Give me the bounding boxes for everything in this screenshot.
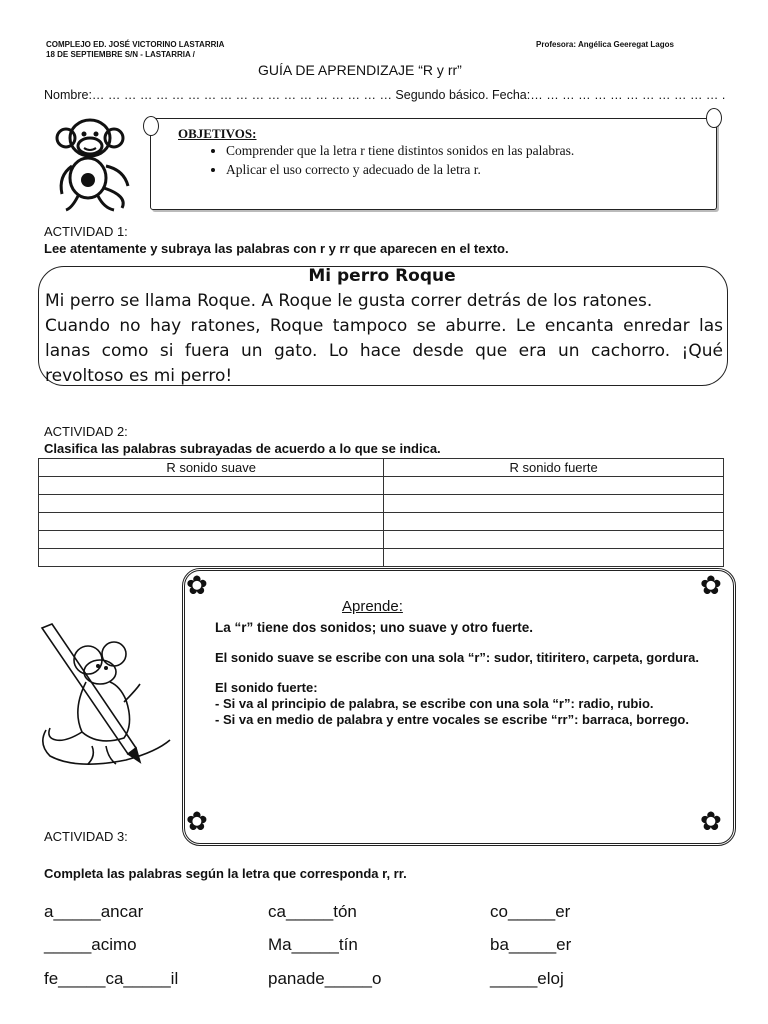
table-row bbox=[39, 549, 724, 567]
flower-corner-icon: ✿ bbox=[700, 806, 722, 836]
answer-cell[interactable] bbox=[384, 477, 724, 495]
story-text bbox=[45, 289, 723, 389]
activity1-label: ACTIVIDAD 1: bbox=[44, 224, 128, 239]
answer-cell[interactable] bbox=[384, 549, 724, 567]
story-title: Mi perro Roque bbox=[308, 266, 456, 286]
answer-cell[interactable] bbox=[384, 513, 724, 531]
flower-corner-icon: ✿ bbox=[186, 570, 208, 600]
fill-word[interactable]: _____eloj bbox=[490, 969, 564, 988]
teacher-name: Profesora: Angélica Geeregat Lagos bbox=[536, 40, 674, 49]
answer-cell[interactable] bbox=[39, 549, 384, 567]
aprende-strong-rule-2: - Si va en medio de palabra y entre vocales se escribe “rr”: barraca, borrego. bbox=[215, 712, 689, 727]
answer-cell[interactable] bbox=[384, 495, 724, 513]
aprende-body bbox=[215, 620, 715, 728]
answer-cell[interactable] bbox=[39, 513, 384, 531]
name-date-line: Nombre:… … … … … … … … … … … … … … … … … … … Segundo básico. Fecha:… … … … … … … … … … … … . bbox=[44, 88, 726, 102]
school-address: 18 DE SEPTIEMBRE S/N - LASTARRIA / bbox=[46, 50, 195, 59]
scroll-curl-top bbox=[143, 116, 159, 136]
scroll-curl-right bbox=[706, 108, 722, 128]
fill-word[interactable]: co_____er bbox=[490, 902, 571, 921]
aprende-strong-rule-1: - Si va al principio de palabra, se escribe con una sola “r”: radio, rubio. bbox=[215, 696, 654, 711]
fill-word[interactable]: a_____ancar bbox=[44, 902, 144, 921]
objective-item: • Comprender que la letra r tiene distintos sonidos en las palabras. bbox=[226, 143, 706, 158]
column-header-strong: R sonido fuerte bbox=[384, 459, 724, 477]
page-title: GUÍA DE APRENDIZAJE “R y rr” bbox=[258, 62, 462, 78]
answer-cell[interactable] bbox=[384, 531, 724, 549]
table-row bbox=[39, 477, 724, 495]
table-header-row bbox=[39, 459, 724, 477]
school-name: COMPLEJO ED. JOSÉ VICTORINO LASTARRIA bbox=[46, 40, 225, 49]
objectives-list bbox=[200, 143, 706, 181]
activity2-label: ACTIVIDAD 2: bbox=[44, 424, 128, 439]
fill-word[interactable]: ba_____er bbox=[490, 935, 572, 954]
table-row bbox=[39, 513, 724, 531]
table-row bbox=[39, 495, 724, 513]
answer-cell[interactable] bbox=[39, 495, 384, 513]
fill-word[interactable]: ca_____tón bbox=[268, 902, 357, 921]
table-row bbox=[39, 531, 724, 549]
aprende-strong-heading: El sonido fuerte: bbox=[215, 680, 318, 695]
aprende-title: Aprende: bbox=[342, 598, 403, 615]
aprende-lead: La “r” tiene dos sonidos; uno suave y otro fuerte. bbox=[215, 620, 534, 635]
activity1-instruction: Lee atentamente y subraya las palabras con r y rr que aparecen en el texto. bbox=[44, 241, 509, 256]
aprende-soft-rule: El sonido suave se escribe con una sola “r”: sudor, titiritero, carpeta, gordura. bbox=[215, 650, 700, 665]
fill-word[interactable]: panade_____o bbox=[268, 969, 382, 988]
fill-word[interactable]: fe_____ca_____il bbox=[44, 969, 179, 988]
fill-word[interactable]: _____acimo bbox=[44, 935, 137, 954]
objectives-heading: OBJETIVOS: bbox=[178, 126, 257, 141]
fill-word[interactable]: Ma_____tín bbox=[268, 935, 358, 954]
answer-cell[interactable] bbox=[39, 477, 384, 495]
column-header-soft: R sonido suave bbox=[39, 459, 384, 477]
classification-table bbox=[38, 458, 724, 567]
answer-cell[interactable] bbox=[39, 531, 384, 549]
story-paragraph: Mi perro se llama Roque. A Roque le gusta correr detrás de los ratones. bbox=[45, 291, 653, 311]
flower-corner-icon: ✿ bbox=[186, 806, 208, 836]
activity2-instruction: Clasifica las palabras subrayadas de acuerdo a lo que se indica. bbox=[44, 441, 441, 456]
monkey-illustration bbox=[48, 116, 142, 216]
mouse-with-pencil-illustration bbox=[36, 620, 176, 780]
objective-item: • Aplicar el uso correcto y adecuado de la letra r. bbox=[226, 162, 706, 177]
activity3-label: ACTIVIDAD 3: bbox=[44, 829, 128, 844]
activity3-instruction: Completa las palabras según la letra que corresponda r, rr. bbox=[44, 866, 407, 881]
story-paragraph: Cuando no hay ratones, Roque tampoco se aburre. Le encanta enredar las lanas como si fuera un gato. Lo hace desde que era un cachorro. ¡Qué revoltoso es mi perro! bbox=[45, 316, 723, 386]
flower-corner-icon: ✿ bbox=[700, 570, 722, 600]
